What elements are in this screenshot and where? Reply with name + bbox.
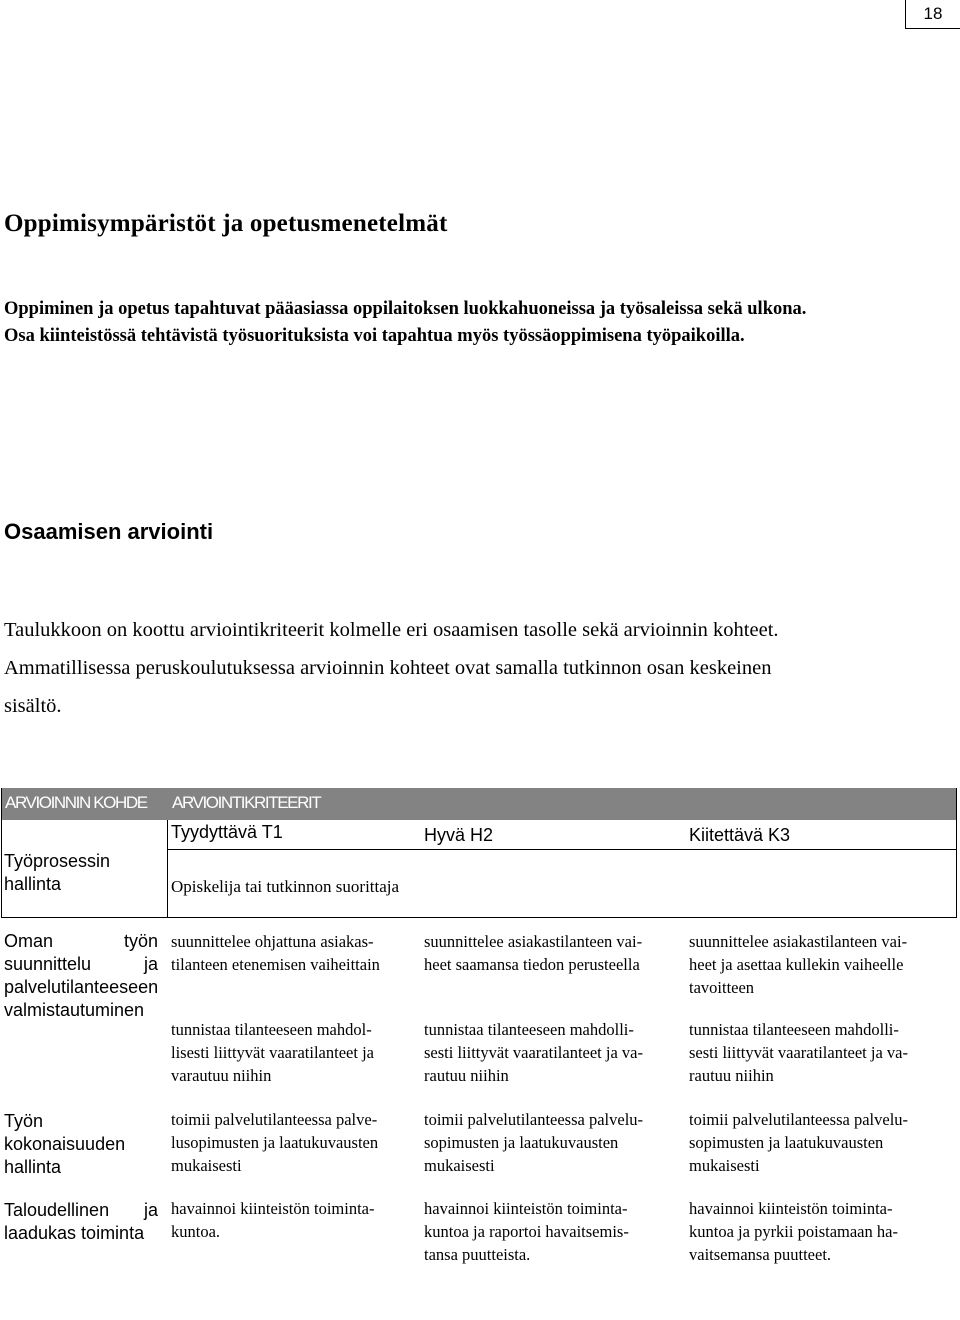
cell-planning-k3-risks: tunnistaa tilanteeseen mahdolli- sesti liittyvät vaaratilanteet ja va- rautuu niihin bbox=[689, 1020, 908, 1085]
heading-assessment: Osaamisen arviointi bbox=[4, 519, 214, 544]
body-line-1: Taulukkoon on koottu arviointikriteerit kolmelle eri osaamisen tasolle sekä arvioinnin kohteet. bbox=[4, 619, 779, 641]
intro-paragraph bbox=[4, 296, 806, 350]
cell-planning-h2: suunnittelee asiakastilanteen vai- heet saamansa tiedon perusteella bbox=[424, 932, 643, 974]
intro-line-2: Osa kiinteistössä tehtävistä työsuorituksista voi tapahtua myös työssäoppimisena työpaikoilla. bbox=[4, 326, 745, 346]
level-excellent: Kiitettävä K3 bbox=[689, 825, 791, 845]
cell-economic-quality-h2: havainnoi kiinteistön toiminta- kuntoa ja raportoi havaitsemis- tansa puutteista. bbox=[424, 1199, 629, 1264]
cell-economic-quality-k3: havainnoi kiinteistön toiminta- kuntoa ja pyrkii poistamaan ha- vaitsemansa puutteet. bbox=[689, 1199, 898, 1264]
level-satisfactory: Tyydyttävä T1 bbox=[171, 822, 283, 842]
cell-economic-quality-t1: havainnoi kiinteistön toiminta- kuntoa. bbox=[171, 1199, 375, 1241]
row-label-economic-quality: Taloudellinen ja laadukas toiminta bbox=[4, 1200, 158, 1243]
intro-line-1: Oppiminen ja opetus tapahtuvat pääasiassa oppilaitoksen luokkahuoneissa ja työsaleissa sekä ulkona. bbox=[4, 299, 807, 319]
row-label-work-management: Työn kokonaisuuden hallinta bbox=[4, 1111, 126, 1177]
header-assessment-criteria: ARVIOINTIKRITEERIT bbox=[172, 793, 321, 812]
cell-work-management-k3: toimii palvelutilanteessa palvelu- sopimusten ja laatukuvausten mukaisesti bbox=[689, 1110, 909, 1175]
row-label-planning: Oman työn suunnittelu ja palvelutilanteeseen valmistautuminen bbox=[4, 931, 159, 1020]
cell-planning-t1: suunnittelee ohjattuna asiakas- tilanteen etenemisen vaiheittain bbox=[171, 932, 380, 974]
table-border-left bbox=[1, 788, 2, 918]
heading-learning-environments: Oppimisympäristöt ja opetusmenetelmät bbox=[4, 210, 448, 237]
cell-work-management-t1: toimii palvelutilanteessa palve- lusopimusten ja laatukuvausten mukaisesti bbox=[171, 1110, 379, 1175]
group-label-work-process: Työprosessin hallinta bbox=[4, 851, 111, 894]
table-border-right bbox=[956, 788, 957, 918]
cell-planning-k3: suunnittelee asiakastilanteen vai- heet ja asettaa kullekin vaiheelle tavoitteen bbox=[689, 932, 908, 997]
level-good: Hyvä H2 bbox=[424, 825, 494, 845]
cell-planning-h2-risks: tunnistaa tilanteeseen mahdolli- sesti liittyvät vaaratilanteet ja va- rautuu niihin bbox=[424, 1020, 643, 1085]
cell-planning-t1-risks: tunnistaa tilanteeseen mahdol- lisesti liittyvät vaaratilanteet ja varautuu niihin bbox=[171, 1020, 374, 1085]
table-header bbox=[1, 788, 957, 820]
header-assessment-target: ARVIOINNIN KOHDE bbox=[5, 793, 147, 812]
body-line-3: sisältö. bbox=[4, 695, 62, 717]
page-number: 18 bbox=[905, 0, 960, 29]
cell-work-management-h2: toimii palvelutilanteessa palvelu- sopimusten ja laatukuvausten mukaisesti bbox=[424, 1110, 644, 1175]
subject-note: Opiskelija tai tutkinnon suorittaja bbox=[171, 877, 400, 896]
assessment-paragraph bbox=[4, 611, 904, 725]
table-column-divider bbox=[167, 820, 168, 918]
table-header-bottom bbox=[1, 917, 957, 918]
table-levels-divider bbox=[167, 849, 956, 850]
body-line-2: Ammatillisessa peruskoulutuksessa arvioinnin kohteet ovat samalla tutkinnon osan keskeinen bbox=[4, 657, 772, 679]
